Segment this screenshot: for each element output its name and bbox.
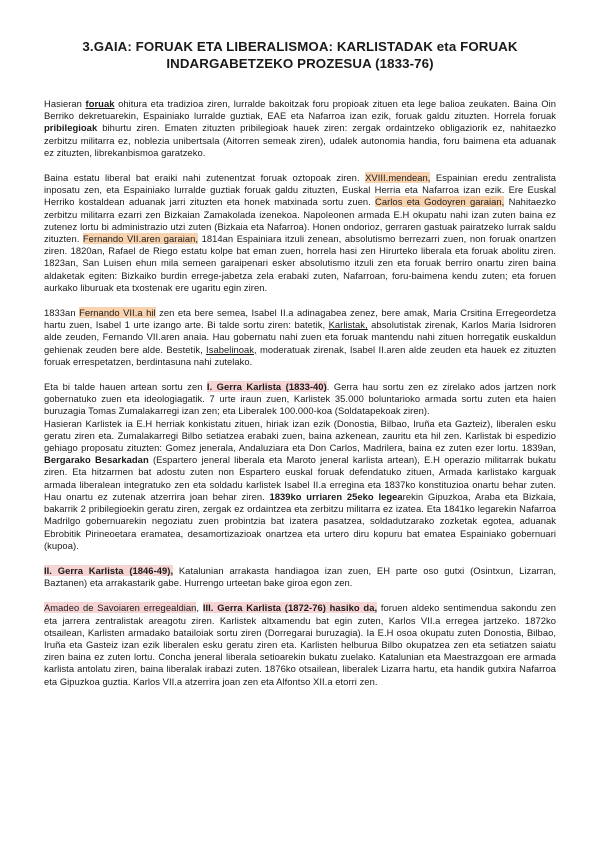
text-run: ohitura eta tradizioa ziren, lurralde bakoitzak foru propioak zituen eta lege balioa zeukaten. Baina Oin Berriko dekretuarekin, Espainiako lurralde guztiak, EAE eta Nafarroa izan ezik, foruak galdu zituzten. Horrela foruak [44, 98, 556, 122]
text-run: zen eta bere semea, Isabel II.a adinagabea zenez, bere amak, Maria Crsitina Erregeordetza hartu zuen, Isabel 1 urte izango arte. Bi talde sortu ziren: batetik, [44, 307, 556, 331]
term-pribilegioak: pribilegioak [44, 122, 98, 134]
paragraph-gerra-1-intro [44, 381, 556, 418]
term-karlistak: Karlistak, [328, 319, 368, 331]
paragraph-foruak [44, 98, 556, 159]
highlight-fernando-vii: Fernando VII.aren garaian, [82, 233, 199, 245]
paragraph-gerra-2 [44, 565, 556, 589]
highlight-gerra-3: III. Gerra Karlista (1872-76) hasiko da, [202, 602, 378, 614]
paragraph-1833 [44, 307, 556, 368]
text-run: Hasieran [44, 98, 86, 109]
text-run: Eta bi talde hauen artean sortu zen [44, 381, 207, 393]
text-run: , [196, 602, 203, 614]
highlight-gerra-2: II. Gerra Karlista (1846-49), [44, 564, 174, 576]
highlight-amadeo: Amadeo de Savoiaren erregealdian [44, 602, 197, 614]
term-isabelinoak: Isabelinoak, [206, 343, 257, 355]
highlight-xviii-mendean: XVIII.mendean, [365, 172, 431, 184]
text-run: absolutistak zirenak, Karlos Maria Isidroren alde zeuden, Fernando VII.aren anaia. Hau gobernatu nahi zuen eta foruak mantendu nahi zituen horregatik euskaldun gehienak zeuden bere alde. Bestetik, [44, 319, 556, 355]
text-run: (Espartero jeneral liberala eta Maroto jeneral karlista artean), E.H operazio militarrak bukatu ziren. Eta hitzarmen bat adostu zuten non Espartero euskal foruak defendatuko zituen, Armada karlistako karguak armada liberalean integratuko zen eta soldadu karlistek Isabel II.a erregina eta 1837ko konstituzioa onartu behar zuten. Hau onartu ez zutenak atzerrira joan behar ziren. [44, 454, 556, 502]
text-run: 1814an Espainiara itzuli zenean, absolutismo berrezarri zuen, non foruak onartzen ziren. 1820an, Rafael de Riego estatu kolpe bat eman zuen, horrela hasi zen Hirurteko liberala eta foruak abolitu ziren. 1823an, San Luisen ehun mila semeen garaipenari esker absolutismo itzuli zen eta foruak berriro onartu ziren baina aldaketak egiten: Bizkaiko burdin errege-jabetza zela erabaki zuten, Nafarroan, foru-baimena kendu zuten; eta foruen aurkako liburuak eta txostenak ere ugaritu egin ziren. [44, 233, 556, 293]
highlight-fernando-hil: Fernando VII.a hil [79, 307, 156, 319]
term-bergarako-besarkada: Bergarako Besarkadan [44, 454, 149, 466]
term-foruak: foruak [85, 98, 115, 109]
highlight-gerra-1: I. Gerra Karlista (1833-40) [206, 381, 327, 393]
text-run: rekin Gipuzkoa, Araba eta Bizkaia, bakarrik 2 pribilegioekin geratu ziren, zergak ez ordaintzea eta zerbitzu militarra ez izatea. Eta 1841ko legarekin Nafarroa Madrilgo gobernuarekin negoziatu zuen probintzia bat izatera pasatzea, soldadutzarako zozketak egotea, aduanak Ebrobitik Pirineoetara eramatea, desamortizazioak onartzea eta urtero diru kopuru bat ematea Espainiako gobernuari (kupoa). [44, 490, 556, 551]
paragraph-estatu-liberala [44, 172, 556, 294]
term-1839-legea: 1839ko urriaren 25eko legea [269, 490, 403, 502]
text-run: Hasieran Karlistek ia E.H herriak konkistatu zituen, hiriak izan ezik (Donostia, Bilbao, Iruña eta Gazteiz), liberalen esku geratu ziren eta. Zumalakarregi Bilbo setiatzea erabaki zuen, baina azkenean, zauritu eta hil zen. Karlistak bi espedizio gehiago proposatu zituzten: Gomez jenerala, Andaluziara eta Don Carlos, Madrilera, baina ez zuten ezer lortu. 1839an, [44, 417, 556, 454]
text-run: Katalunian arrakasta handiagoa izan zuen, EH parte oso gutxi (Osintxun, Lizarran, Baztanen) eta arrakastarik gabe. Hurrengo urteetan bake giroa egon zen. [44, 564, 556, 589]
paragraph-gerra-3 [44, 602, 556, 687]
text-run: foruen aldeko sentimendua sakondu zen eta jarrera zentralistak areagotu ziren. Karlistek altxamendu bat egin zuten, Karlos VII.a erregea jartzeko. 1872ko otsailean, Karlisten armadako batailoiak sortu ziren (Dorregarai buruzagia). Ia E.H osoa okupatu zuten Donostia, Bilbao, Iruña eta Gasteiz izan ezik liberalen esku geratu ziren eta. Karlisten helburua Bilbo okupatzea zen eta setiatzen saiatu ziren baina ez zuten lortu. Concha jeneral liberala setioarekin bukatu zuelako. Katalunian eta Maestrazgoan ere armada karlista antolatu ziren, baina liberalak irabazi zuten. 1876ko otsailean, liberalek Lizarra hartu, eta handik gutxira Nafarroa eta Gipuzkoa guztia. Karlos VII.a atzerrira joan zen eta Alfontso XII.a etorri zen. [44, 602, 557, 687]
text-run: Espainian eredu zentralista inposatu zen, eta Espainiako lurralde guztiak foruak galdu zituzten, Euskal Herria eta Nafarroa izan ezik. Ere Euskal Herriko kostaldean aduanak jarri zituzten eta honek matxinada sortu zuen. [44, 172, 556, 208]
text-run: Baina estatu liberal bat eraiki nahi zutenentzat foruak oztopoak ziren. [44, 172, 366, 184]
page-title: 3.GAIA: FORUAK ETA LIBERALISMOA: KARLISTADAK eta FORUAK INDARGABETZEKO PROZESUA (1833-76) [82, 39, 518, 71]
text-run: 1833an [44, 307, 80, 319]
text-run: Nahitaezko zerbitzu militarra ezarri zen Bizkaian Zamakolada izenekoa. Napoleonen armada E.H okupatu nahi izan zuten baina ez zutenez lortu bi administrazio utzi zuten (Bizkaia eta Nafarroa). Honen ondorioz, gerraren gastuak pairatzeko lurrak saldu zituzten. [44, 196, 556, 245]
text-run: . Gerra hau sortu zen ez zirelako ados jartzen nork gobernatuko zuen eta ideologiagatik. 7 urte iraun zuen, Karlistek 35.000 boluntarioko armada sortu zuten eta haien buruzagia Tomas Zumalakarregi izan zen; eta Liberalek 100.000-koa (Soldatapekoak ziren). [44, 381, 556, 417]
paragraph-gerra-1-detail [44, 418, 556, 552]
highlight-carlos-godoy: Carlos eta Godoyren garaian, [375, 196, 505, 208]
text-run: bihurtu ziren. Ematen zituzten pribilegioak hauek ziren: zergak ordaintzeko obligaziorik ez, nahitaezko zerbitzu militarra ez, noblezia unibertsala (Aitorren semeak ziren), udalek autonomia handia, foru baimena eta aduanak ez zituzten, librekanbismoa garatzeko. [44, 122, 556, 158]
text-run: moderatuak zirenak, Isabel II.aren alde zeuden eta hauek ez zituzten foruak errespetatzen, berdintasuna nahi zutelako. [44, 343, 556, 367]
